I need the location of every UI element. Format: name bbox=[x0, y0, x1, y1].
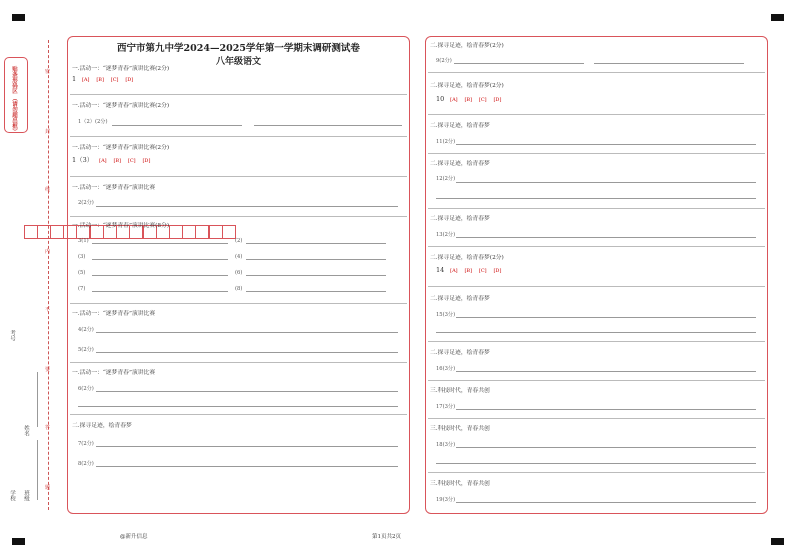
question-label: (4) bbox=[235, 254, 243, 260]
option-c[interactable]: [C] bbox=[110, 77, 119, 83]
section-heading: 三.科技时代，青春共创 bbox=[430, 388, 490, 394]
option-d[interactable]: [D] bbox=[125, 77, 134, 83]
option-a[interactable]: [A] bbox=[81, 77, 90, 83]
registration-mark bbox=[12, 14, 25, 21]
option-a[interactable]: [A] bbox=[450, 268, 458, 274]
question-label: (6) bbox=[235, 270, 243, 276]
answer-line[interactable] bbox=[96, 391, 398, 392]
answer-line[interactable] bbox=[456, 317, 756, 318]
section-heading: 一.活动一：“逐梦青春”演讲比赛(2分) bbox=[72, 145, 170, 151]
question-label: 12(2分) bbox=[436, 176, 456, 182]
footer-source: @新升信息 bbox=[120, 534, 148, 540]
question-label: 18(3分) bbox=[436, 442, 456, 448]
answer-line[interactable] bbox=[92, 275, 228, 276]
answer-line[interactable] bbox=[436, 463, 756, 464]
option-d[interactable]: [D] bbox=[493, 268, 502, 274]
answer-line[interactable] bbox=[112, 125, 242, 126]
answer-line[interactable] bbox=[78, 406, 398, 407]
option-c[interactable]: [C] bbox=[478, 97, 487, 103]
answer-line[interactable] bbox=[456, 409, 756, 410]
barcode-area-label: 贴条形码区 （请勿超出框） bbox=[11, 66, 17, 134]
question-label: 6(2分) bbox=[78, 386, 94, 392]
section-heading: 一.活动一：“逐梦青春”演讲比赛 bbox=[72, 370, 156, 376]
answer-line[interactable] bbox=[96, 466, 398, 467]
section-heading: 一.活动一：“逐梦青春”演讲比赛 bbox=[72, 311, 156, 317]
question-label: 3(1) bbox=[78, 238, 89, 244]
answer-line[interactable] bbox=[456, 502, 756, 503]
question-label: 2(2分) bbox=[78, 200, 94, 206]
option-b[interactable]: [B] bbox=[464, 268, 473, 274]
question-label: 19(3分) bbox=[436, 497, 456, 503]
section-heading: 二.探寻足迹，绘青春梦(2分) bbox=[430, 83, 504, 89]
subject-title: 八年级语文 bbox=[215, 57, 261, 67]
question-label: 8(2分) bbox=[78, 461, 94, 467]
registration-mark bbox=[12, 538, 25, 545]
section-heading: 二.探寻足迹，绘青春梦 bbox=[430, 216, 490, 222]
answer-line[interactable] bbox=[92, 259, 228, 260]
section-heading: 二.探寻足迹，绘青春梦 bbox=[430, 350, 490, 356]
answer-line[interactable] bbox=[436, 332, 756, 333]
answer-line[interactable] bbox=[92, 243, 228, 244]
option-b[interactable]: [B] bbox=[96, 77, 104, 83]
page-title: 西宁市第九中学2024—2025学年第一学期末调研测试卷 bbox=[117, 43, 360, 54]
cut-mark: 内 bbox=[45, 249, 51, 255]
section-heading: 二.探寻足迹，绘青春梦 bbox=[430, 123, 490, 129]
cut-mark: 封 bbox=[45, 129, 51, 135]
section-heading: 三.科技时代，青春共创 bbox=[430, 481, 490, 487]
registration-mark bbox=[771, 14, 784, 21]
section-heading: 一.活动一：“逐梦青春”演讲比赛(2分) bbox=[72, 66, 170, 72]
section-heading: 二.探寻足迹，绘青春梦(2分) bbox=[430, 43, 504, 49]
question-label: (3) bbox=[78, 254, 86, 260]
section-heading: 一.活动一：“逐梦青春”演讲比赛 bbox=[72, 185, 156, 191]
answer-line[interactable] bbox=[92, 291, 228, 292]
answer-line[interactable] bbox=[246, 291, 386, 292]
question-label: (8) bbox=[235, 286, 243, 292]
school-label: 学校 bbox=[9, 490, 15, 501]
section-heading: 二.探寻足迹，绘青春梦 bbox=[72, 423, 132, 429]
section-heading: 二.探寻足迹，绘青春梦(2分) bbox=[430, 255, 504, 261]
cut-mark: 答 bbox=[45, 425, 51, 431]
question-label: (5) bbox=[78, 270, 86, 276]
question-number: 10 bbox=[436, 95, 445, 103]
cut-line bbox=[48, 40, 49, 510]
answer-line[interactable] bbox=[254, 125, 402, 126]
cut-mark: 题 bbox=[45, 485, 51, 491]
section-heading: 二.探寻足迹，绘青春梦 bbox=[430, 296, 490, 302]
answer-line[interactable] bbox=[456, 447, 756, 448]
question-number: 1（3） bbox=[72, 156, 94, 164]
question-label: 16(3分) bbox=[436, 366, 456, 372]
option-d[interactable]: [D] bbox=[142, 158, 151, 164]
cut-mark: 密 bbox=[45, 69, 51, 75]
question-label: 17(3分) bbox=[436, 404, 456, 410]
option-d[interactable]: [D] bbox=[493, 97, 502, 103]
question-label: (7) bbox=[78, 286, 86, 292]
class-label: 班级 bbox=[23, 490, 29, 501]
barcode-area bbox=[4, 57, 28, 133]
option-b[interactable]: [B] bbox=[113, 158, 122, 164]
cut-mark: 要 bbox=[45, 367, 51, 373]
option-b[interactable]: [B] bbox=[464, 97, 473, 103]
cut-mark: 不 bbox=[45, 307, 51, 313]
answer-line[interactable] bbox=[246, 243, 386, 244]
answer-line[interactable] bbox=[436, 198, 756, 199]
choice-row bbox=[72, 75, 138, 83]
question-label: (2) bbox=[235, 238, 243, 244]
answer-line[interactable] bbox=[96, 352, 398, 353]
question-label: 13(2分) bbox=[436, 232, 456, 238]
choice-row bbox=[72, 155, 155, 164]
answer-line[interactable] bbox=[246, 275, 386, 276]
section-heading: 一.活动一：“逐梦青春”演讲比赛(8分) bbox=[72, 223, 170, 229]
choice-row bbox=[436, 95, 506, 103]
answer-line[interactable] bbox=[96, 332, 398, 333]
answer-line[interactable] bbox=[96, 206, 398, 207]
question-label: 15(3分) bbox=[436, 312, 456, 318]
answer-line[interactable] bbox=[246, 259, 386, 260]
question-label: 11(2分) bbox=[436, 139, 456, 145]
option-a[interactable]: [A] bbox=[99, 158, 107, 164]
option-c[interactable]: [C] bbox=[127, 158, 136, 164]
answer-line[interactable] bbox=[594, 63, 744, 64]
answer-line[interactable] bbox=[454, 63, 584, 64]
name-label: 姓名 bbox=[23, 425, 29, 436]
question-label: 5(2分) bbox=[78, 347, 94, 353]
exam-no-label: 考号 bbox=[9, 330, 15, 341]
right-answer-panel bbox=[425, 36, 768, 514]
page-number: 第1页共2页 bbox=[372, 534, 401, 540]
question-label: 1（2）(2分) bbox=[78, 119, 108, 125]
registration-mark bbox=[771, 538, 784, 545]
section-heading: 三.科技时代，青春共创 bbox=[430, 426, 490, 432]
question-label: 9(2分) bbox=[436, 58, 452, 64]
section-heading: 一.活动一：“逐梦青春”演讲比赛(2分) bbox=[72, 103, 170, 109]
cut-mark: 线 bbox=[45, 187, 51, 193]
answer-line[interactable] bbox=[456, 182, 756, 183]
answer-line[interactable] bbox=[456, 144, 756, 145]
section-heading: 二.探寻足迹，绘青春梦 bbox=[430, 161, 490, 167]
answer-line[interactable] bbox=[456, 237, 756, 238]
option-c[interactable]: [C] bbox=[478, 268, 487, 274]
answer-line[interactable] bbox=[456, 371, 756, 372]
choice-row bbox=[436, 266, 506, 274]
question-label: 4(2分) bbox=[78, 327, 94, 333]
question-number: 1 bbox=[72, 75, 77, 83]
option-a[interactable]: [A] bbox=[450, 97, 458, 103]
question-label: 7(2分) bbox=[78, 441, 94, 447]
question-number: 14 bbox=[436, 266, 445, 274]
answer-line[interactable] bbox=[96, 446, 398, 447]
